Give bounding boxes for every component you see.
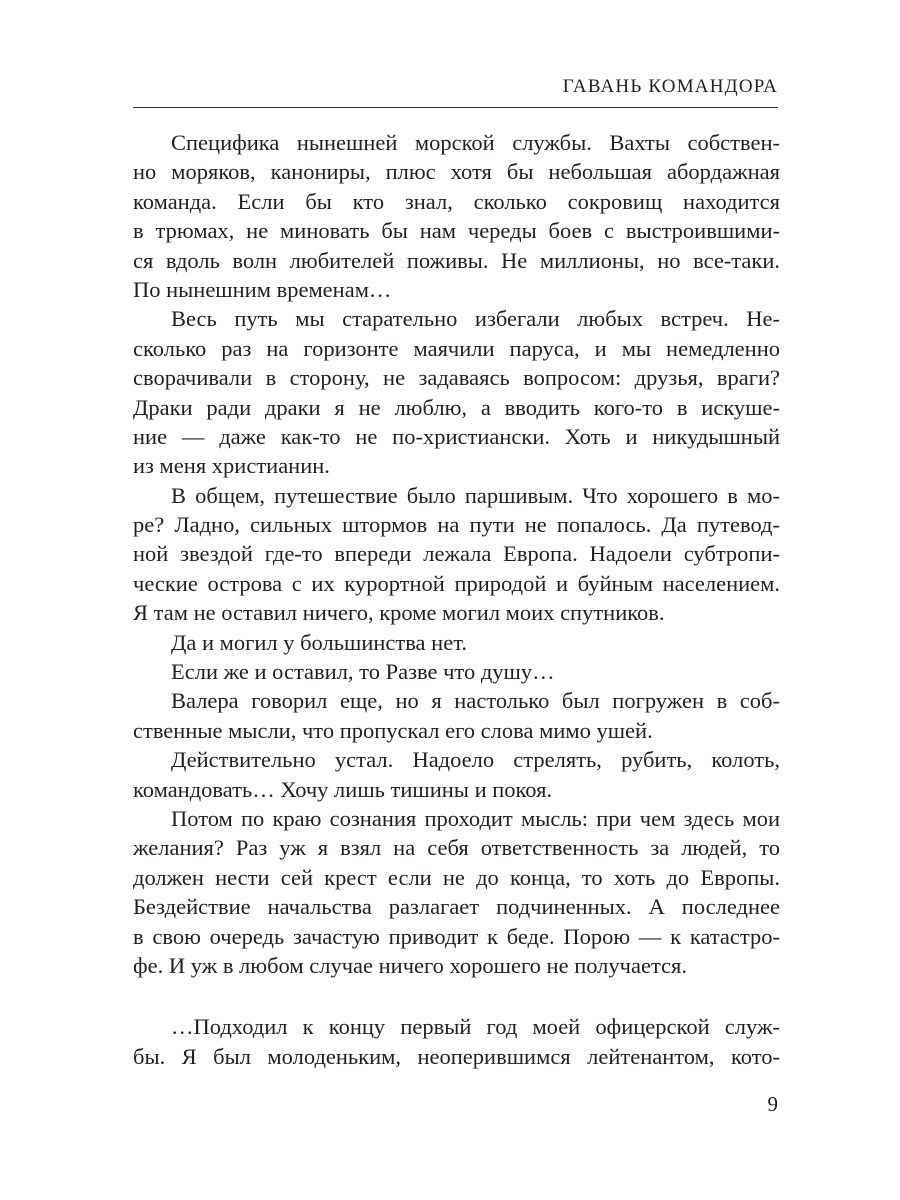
text-line: Потом по краю сознания проходит мысль: при чем здесь мои — [171, 805, 780, 831]
page-number: 9 — [767, 1092, 778, 1116]
text-line: сворачивали в сторону, не задаваясь вопросом: друзья, враги? — [133, 365, 780, 391]
text-line: ние — даже как-то не по-христиански. Хоть и никудышный — [133, 423, 780, 449]
text-line: сколько раз на горизонте маячили паруса, и мы немедленно — [133, 335, 780, 361]
text-line: командовать… Хочу лишь тишины и покоя. — [133, 776, 553, 802]
text-line: но моряков, канониры, плюс хотя бы небольшая абордажная — [133, 159, 780, 185]
text-line: команда. Если бы кто знал, сколько сокровищ находится — [133, 188, 780, 214]
text-line: фе. И уж в любом случае ничего хорошего не получается. — [133, 952, 688, 978]
text-line: Действительно устал. Надоело стрелять, рубить, колоть, — [171, 747, 780, 773]
text-line: ческие острова с их курортной природой и буйным населением. — [133, 570, 780, 596]
text-line: из меня христианин. — [133, 453, 330, 479]
text-line: Драки ради драки я не люблю, а вводить кого-то в искуше- — [133, 394, 780, 420]
text-line: ре? Ладно, сильных штормов на пути не попалось. Да путевод- — [133, 512, 780, 538]
text-line: Валера говорил еще, но я настолько был погружен в соб- — [171, 688, 780, 714]
text-line: По нынешним временам… — [133, 276, 392, 302]
text-line: в трюмах, не миновать бы нам череды боев с выстроившими- — [133, 218, 780, 244]
text-line: ной звездой где-то впереди лежала Европа. Надоели субтропи- — [133, 541, 780, 567]
text-line: Весь путь мы старательно избегали любых встреч. Не- — [171, 306, 780, 332]
text-line: Специфика нынешней морской службы. Вахты собствен- — [171, 130, 780, 155]
text-line: Бездействие начальства разлагает подчиненных. А последнее — [133, 894, 780, 920]
text-line: Я там не оставил ничего, кроме могил моих спутников. — [133, 600, 665, 626]
text-line: желания? Раз уж я взял на себя ответственность за людей, то — [133, 835, 780, 861]
running-head: ГАВАНЬ КОМАНДОРА — [562, 76, 778, 97]
text-line: …Подходил к концу первый год моей офицерской служ- — [171, 1014, 780, 1040]
body-text — [133, 128, 780, 1071]
text-line: должен нести сей крест если не до конца, то хоть до Европы. — [133, 864, 780, 890]
text-line: в свою очередь зачастую приводит к беде. Порою — к катастро- — [133, 923, 780, 949]
text-line: Да и могил у большинства нет. — [171, 629, 467, 655]
text-line: ся вдоль волн любителей поживы. Не миллионы, но все-таки. — [133, 247, 780, 273]
header-rule — [133, 107, 778, 108]
text-line: ственные мысли, что пропускал его слова мимо ушей. — [133, 717, 653, 743]
text-line: В общем, путешествие было паршивым. Что хорошего в мо- — [171, 482, 780, 508]
text-line: бы. Я был молоденьким, неоперившимся лейтенантом, кото- — [133, 1043, 780, 1069]
text-line: Если же и оставил, то Разве что душу… — [171, 659, 555, 685]
